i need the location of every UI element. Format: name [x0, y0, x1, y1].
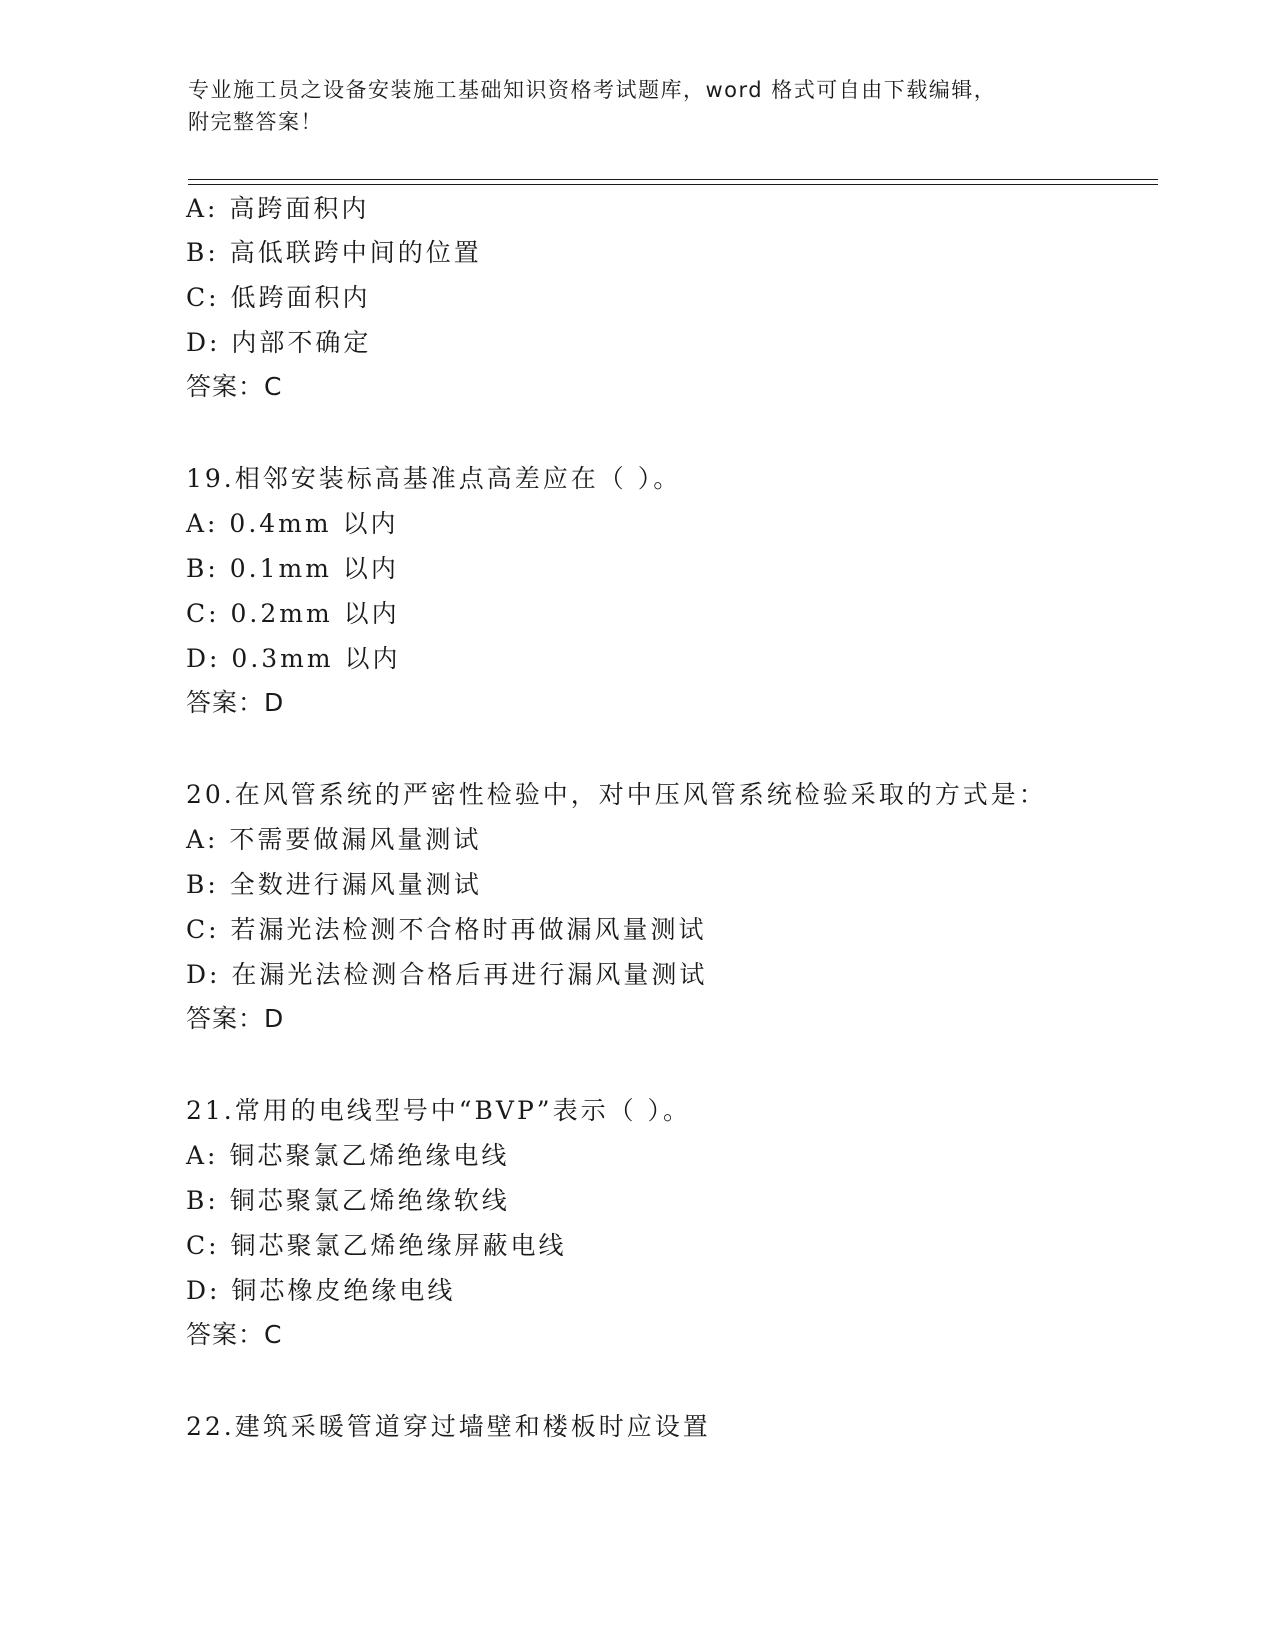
q21-option-c: C: 铜芯聚氯乙烯绝缘屏蔽电线: [186, 1231, 567, 1260]
document-header: [188, 74, 1088, 138]
header-rule-top: [188, 179, 1158, 180]
option-d: D: 内部不确定: [186, 328, 372, 357]
q20-option-c: C: 若漏光法检测不合格时再做漏风量测试: [186, 915, 707, 944]
q21-answer: 答案：C: [186, 1320, 283, 1349]
header-line-2: 附完整答案！: [188, 110, 323, 134]
question-21-stem: 21.常用的电线型号中“BVP”表示（ ）。: [186, 1096, 692, 1125]
header-rule-bottom: [188, 184, 1158, 185]
q20-option-b: B: 全数进行漏风量测试: [186, 870, 482, 899]
q21-option-a: A: 铜芯聚氯乙烯绝缘电线: [186, 1141, 510, 1170]
q19-option-b: B: 0.1mm 以内: [186, 554, 399, 583]
q19-option-d: D: 0.3mm 以内: [186, 644, 401, 673]
q21-option-d: D: 铜芯橡皮绝缘电线: [186, 1276, 456, 1305]
option-a: A: 高跨面积内: [186, 194, 370, 223]
q19-option-c: C: 0.2mm 以内: [186, 599, 400, 628]
q20-option-a: A: 不需要做漏风量测试: [186, 825, 482, 854]
option-c: C: 低跨面积内: [186, 283, 371, 312]
q19-option-a: A: 0.4mm 以内: [186, 509, 399, 538]
question-20-stem: 20.在风管系统的严密性检验中，对中压风管系统检验采取的方式是：: [186, 780, 1047, 809]
question-22-stem: 22.建筑采暖管道穿过墙壁和楼板时应设置: [186, 1412, 711, 1441]
header-line-1: 专业施工员之设备安装施工基础知识资格考试题库，word 格式可自由下载编辑，: [188, 78, 997, 102]
q19-answer: 答案：D: [186, 688, 285, 717]
q20-option-d: D: 在漏光法检测合格后再进行漏风量测试: [186, 960, 708, 989]
q20-answer: 答案：D: [186, 1004, 285, 1033]
question-19-stem: 19.相邻安装标高基准点高差应在（ ）。: [186, 464, 682, 493]
q21-option-b: B: 铜芯聚氯乙烯绝缘软线: [186, 1186, 510, 1215]
option-b: B: 高低联跨中间的位置: [186, 238, 482, 267]
answer: 答案：C: [186, 372, 283, 401]
